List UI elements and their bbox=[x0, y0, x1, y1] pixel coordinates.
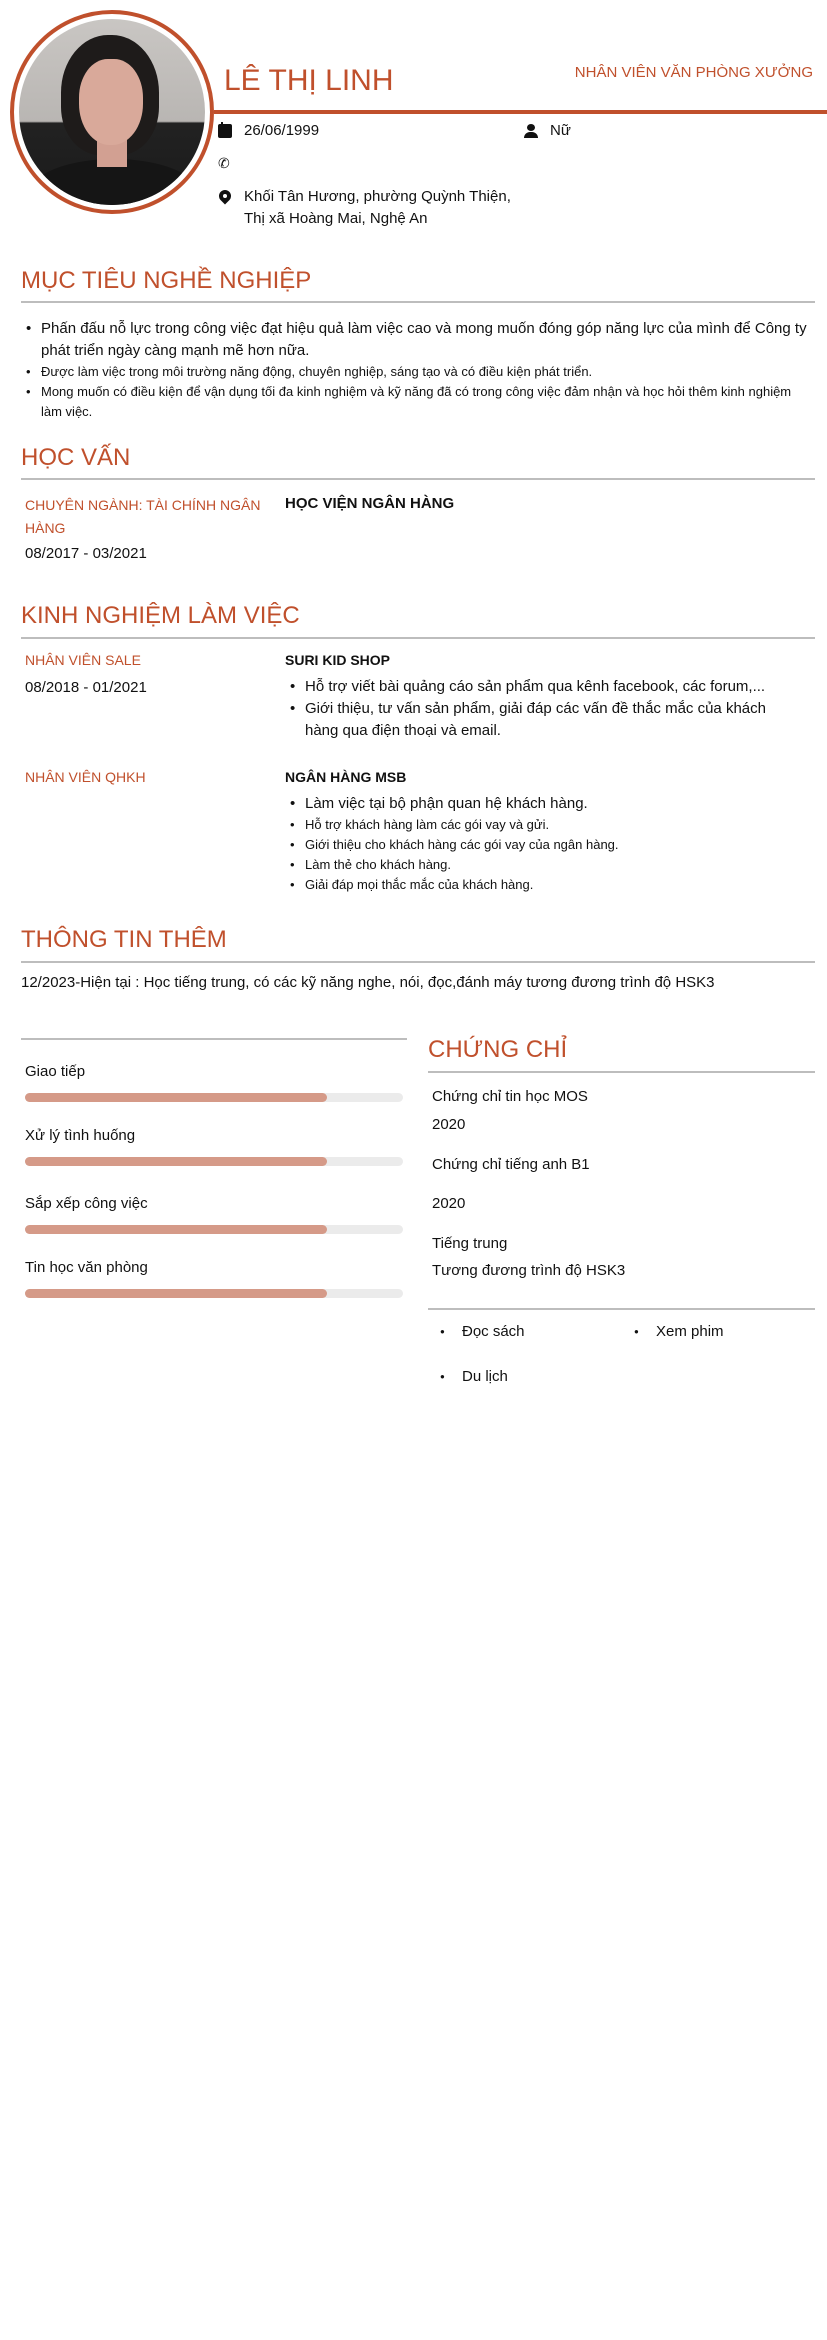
skill-fill bbox=[25, 1289, 327, 1298]
more-info-divider bbox=[21, 961, 815, 963]
birthday-row bbox=[218, 120, 498, 142]
skill-bar bbox=[25, 1093, 403, 1102]
objective-item: • Phấn đấu nỗ lực trong công việc đạt hiệu quả làm việc cao và mong muốn đóng góp năng lực của mình để Công ty phát triển ngày càng mạnh mẽ hơn nữa. bbox=[21, 318, 811, 362]
skill-bar bbox=[25, 1289, 403, 1298]
job-task: • Giới thiệu, tư vấn sản phẩm, giải đáp các vấn đề thắc mắc của khách hàng qua điện thoại và email. bbox=[285, 698, 795, 742]
job-task-list bbox=[285, 793, 795, 895]
education-dates: 08/2017 - 03/2021 bbox=[25, 545, 147, 562]
skill-label: Tin học văn phòng bbox=[25, 1259, 148, 1276]
job-task: • Làm việc tại bộ phận quan hệ khách hàng. bbox=[285, 793, 795, 815]
birthday: 26/06/1999 bbox=[244, 122, 320, 139]
skill-item bbox=[25, 1193, 405, 1234]
skill-bar bbox=[25, 1157, 403, 1166]
education-end: 03/2021 bbox=[92, 545, 147, 562]
education-title: HỌC VẤN bbox=[21, 444, 131, 471]
hobby-list bbox=[432, 1366, 612, 1388]
skill-label: Xử lý tình huống bbox=[25, 1127, 136, 1144]
hobbies-divider bbox=[428, 1308, 815, 1310]
avatar bbox=[10, 10, 214, 214]
skill-item bbox=[25, 1061, 405, 1102]
job-company: NGÂN HÀNG MSB bbox=[285, 769, 407, 785]
address-line-1: Khối Tân Hương, phường Quỳnh Thiện, bbox=[244, 188, 511, 205]
calendar-icon bbox=[218, 124, 232, 138]
more-info-text: 12/2023-Hiện tại : Học tiếng trung, có các kỹ năng nghe, nói, đọc,đánh máy tương đương trình độ HSK3 bbox=[21, 974, 715, 991]
experience-divider bbox=[21, 637, 815, 639]
skill-fill bbox=[25, 1225, 327, 1234]
objective-title: MỤC TIÊU NGHỀ NGHIỆP bbox=[21, 267, 312, 294]
certificates-title: CHỨNG CHỈ bbox=[428, 1036, 568, 1063]
job-title: NHÂN VIÊN VĂN PHÒNG XƯỞNG bbox=[574, 64, 813, 81]
skill-item bbox=[25, 1125, 405, 1166]
hobby-list bbox=[626, 1321, 806, 1343]
education-divider bbox=[21, 478, 815, 480]
job-task: • Hỗ trợ khách hàng làm các gói vay và gửi. bbox=[285, 815, 795, 835]
certificate-name: Chứng chỉ tin học MOS bbox=[432, 1088, 588, 1105]
job-position: NHÂN VIÊN QHKH bbox=[25, 769, 146, 785]
job-task: • Hỗ trợ viết bài quảng cáo sản phẩm qua kênh facebook, các forum,... bbox=[285, 676, 795, 698]
job-position: NHÂN VIÊN SALE bbox=[25, 652, 141, 668]
gender-row bbox=[524, 120, 774, 142]
hobby-item: ● Du lịch bbox=[432, 1366, 612, 1388]
job-dates: 08/2018 - 01/2021 bbox=[25, 679, 147, 696]
hobby-list bbox=[432, 1321, 612, 1343]
objective-list bbox=[21, 318, 811, 422]
phone-icon: ✆ bbox=[218, 155, 230, 171]
education-start: 08/2017 bbox=[25, 545, 80, 562]
skill-label: Giao tiếp bbox=[25, 1063, 86, 1080]
skill-label: Sắp xếp công việc bbox=[25, 1195, 148, 1212]
certificate-detail: Tương đương trình độ HSK3 bbox=[432, 1262, 626, 1279]
skill-fill bbox=[25, 1093, 327, 1102]
objective-item: • Mong muốn có điều kiện để vận dụng tối đa kinh nghiệm và kỹ năng đã có trong công việc đảm nhận và học hỏi thêm kinh nghiệm làm việc. bbox=[21, 382, 811, 422]
education-major: CHUYÊN NGÀNH: TÀI CHÍNH NGÂN HÀNG bbox=[25, 497, 261, 536]
hobby-item: ● Xem phim bbox=[626, 1321, 806, 1343]
gender: Nữ bbox=[550, 122, 571, 139]
experience-title: KINH NGHIỆM LÀM VIỆC bbox=[21, 602, 300, 629]
skill-bar bbox=[25, 1225, 403, 1234]
objective-item: • Được làm việc trong môi trường năng động, chuyên nghiệp, sáng tạo và có điều kiện phát triển. bbox=[21, 362, 811, 382]
certificates-divider bbox=[428, 1071, 815, 1073]
more-info-title: THÔNG TIN THÊM bbox=[21, 926, 227, 953]
job-end: 01/2021 bbox=[92, 679, 147, 696]
job-company: SURI KID SHOP bbox=[285, 652, 391, 668]
header-divider bbox=[214, 110, 827, 114]
skills-divider bbox=[21, 1038, 407, 1040]
job-task: • Giới thiệu cho khách hàng các gói vay của ngân hàng. bbox=[285, 835, 795, 855]
address-line-2: Thị xã Hoàng Mai, Nghệ An bbox=[244, 210, 428, 227]
profile-photo bbox=[19, 19, 205, 205]
certificate-detail: 2020 bbox=[432, 1195, 466, 1212]
user-icon bbox=[524, 124, 538, 138]
skill-fill bbox=[25, 1157, 327, 1166]
certificate-detail: 2020 bbox=[432, 1116, 466, 1133]
address-row bbox=[218, 186, 518, 230]
education-school: HỌC VIỆN NGÂN HÀNG bbox=[285, 495, 455, 512]
job-start: 08/2018 bbox=[25, 679, 80, 696]
certificate-name: Chứng chỉ tiếng anh B1 bbox=[432, 1156, 590, 1173]
candidate-name: LÊ THỊ LINH bbox=[224, 64, 394, 97]
job-task-list bbox=[285, 676, 795, 742]
certificate-name: Tiếng trung bbox=[432, 1235, 508, 1252]
skill-item bbox=[25, 1257, 405, 1298]
objective-divider bbox=[21, 301, 815, 303]
job-task: • Làm thẻ cho khách hàng. bbox=[285, 855, 795, 875]
location-pin-icon bbox=[218, 190, 232, 204]
hobby-item: ● Đọc sách bbox=[432, 1321, 612, 1343]
job-task: • Giải đáp mọi thắc mắc của khách hàng. bbox=[285, 875, 795, 895]
